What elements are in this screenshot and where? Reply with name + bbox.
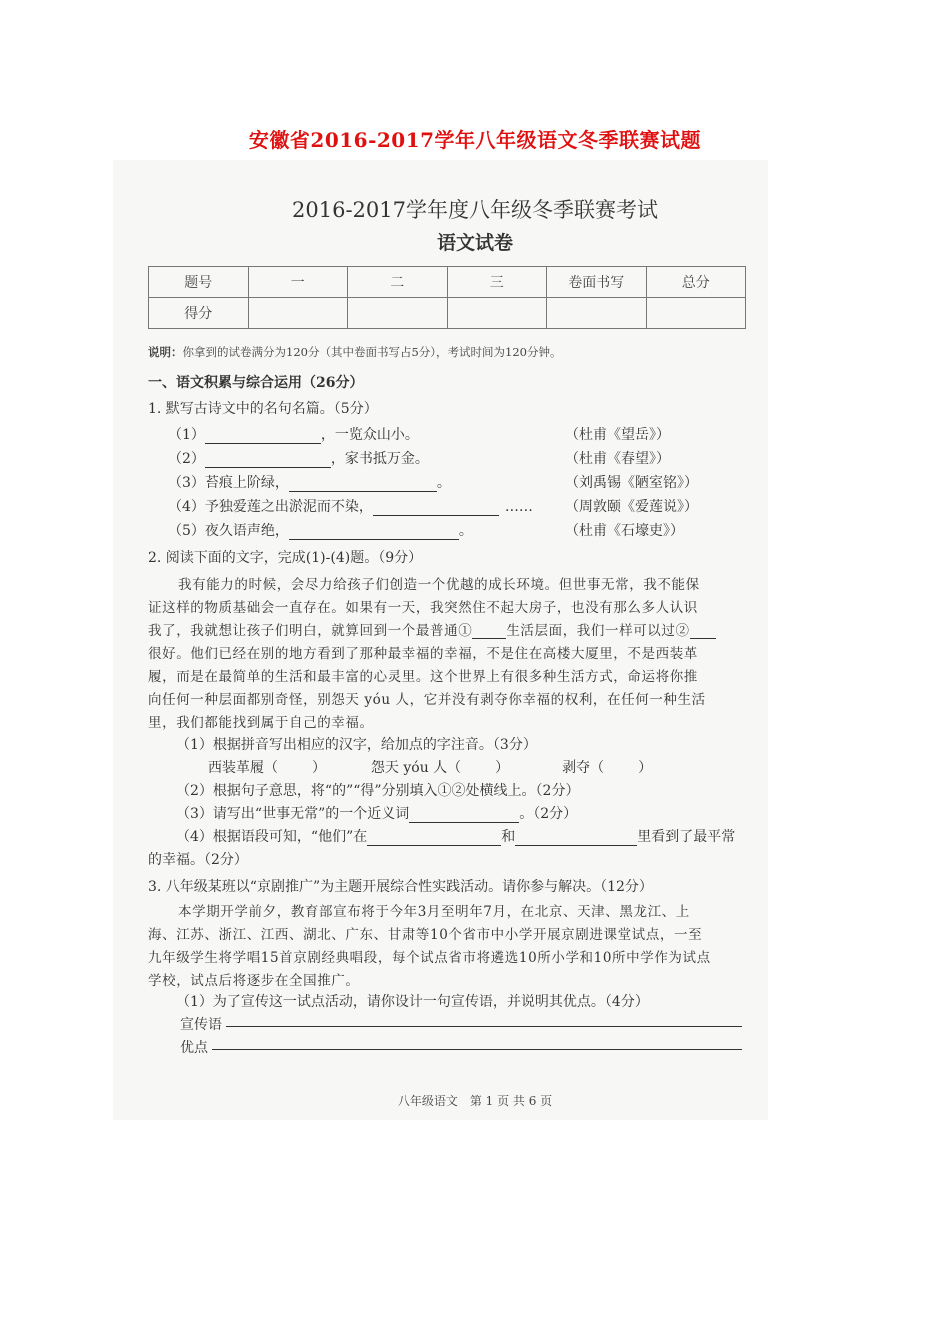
q1-source: （周敦颐《爱莲说》） (565, 499, 698, 515)
q2-stem: 2. 阅读下面的文字，完成(1)-(4)题。（9分） (148, 550, 423, 566)
merit-answer-line[interactable] (212, 1049, 742, 1050)
passage-line: 证这样的物质基础会一直存在。如果有一天，我突然住不起大房子，也没有那么多人认识 (148, 600, 698, 616)
table-cell: 卷面书写 (547, 267, 647, 298)
q1-item: （2） ，家书抵万金。 (168, 451, 429, 467)
passage-line: 本学期开学前夕，教育部宣布将于今年3月至明年7月，在北京、天津、黑龙江、上 (178, 904, 690, 920)
table-cell: 题号 (149, 267, 249, 298)
table-cell (646, 298, 746, 329)
passage-line: 很好。他们已经在别的地方看到了那种最幸福的幸福，不是住在高楼大厦里，不是西装革 (148, 646, 698, 662)
q1-item: （5）夜久语声绝， 。 (168, 523, 473, 539)
q2-sub2: （2）根据句子意思，将“的”“得”分别填入①②处横线上。（2分） (176, 783, 580, 799)
q2-sub3: （3）请写出“世事无常”的一个近义词 。（2分） (176, 806, 578, 822)
merit-label: 优点 (180, 1040, 208, 1056)
q1-item: （4）予独爱莲之出淤泥而不染， …… (168, 499, 533, 515)
q1-source: （杜甫《望岳》） (565, 427, 670, 443)
q1-item: （1） ，一览众山小。 (168, 427, 419, 443)
note-text: 你拿到的试卷满分为120分（其中卷面书写占5分），考试时间为120分钟。 (182, 345, 562, 359)
q2-sub4-end: 的幸福。（2分） (148, 852, 248, 868)
table-cell: 三 (447, 267, 547, 298)
passage-line: 履，而是在最简单的生活和最丰富的心灵里。这个世界上有很多种生活方式，命运将你推 (148, 669, 698, 685)
q2-sub1: （1）根据拼音写出相应的汉字，给加点的字注音。（3分） (176, 737, 537, 753)
passage-line: 向任何一种层面都别奇怪，别怨天 yóu 人，它并没有剥夺你幸福的权利，在任何一种生活 (148, 692, 706, 708)
q1-stem: 1. 默写古诗文中的名句名篇。（5分） (148, 401, 378, 417)
document-title: 安徽省2016-2017学年八年级语文冬季联赛试题 (248, 128, 702, 152)
table-row (149, 267, 746, 298)
passage-line: 我了，我就想让孩子们明白，就算回到一个最普通① 生活层面，我们一样可以过② (148, 619, 716, 639)
answer-blank[interactable] (205, 453, 331, 468)
answer-blank[interactable] (367, 831, 501, 846)
answer-blank[interactable] (409, 808, 519, 823)
answer-blank[interactable] (289, 477, 437, 492)
table-cell (447, 298, 547, 329)
q3-sub1: （1）为了宣传这一试点活动，请你设计一句宣传语，并说明其优点。（4分） (176, 994, 649, 1010)
table-cell: 得分 (149, 298, 249, 329)
q1-item: （3）苔痕上阶绿， 。 (168, 475, 451, 491)
q1-source: （杜甫《石壕吏》） (565, 523, 684, 539)
paper-title: 语文试卷 (436, 232, 513, 254)
q1-source: （杜甫《春望》） (565, 451, 670, 467)
q3-stem: 3. 八年级某班以“京剧推广”为主题开展综合性实践活动。请你参与解决。（12分） (148, 879, 653, 895)
answer-blank[interactable] (472, 624, 506, 639)
table-cell (248, 298, 348, 329)
table-cell: 一 (248, 267, 348, 298)
exam-title: 2016-2017学年度八年级冬季联赛考试 (292, 198, 658, 222)
q1-source: （刘禹锡《陋室铭》） (565, 475, 698, 491)
passage-line: 九年级学生将学唱15首京剧经典唱段，每个试点省市将遴选10所小学和10所中学作为试点 (148, 950, 711, 966)
passage-line: 我有能力的时候，会尽力给孩子们创造一个优越的成长环境。但世事无常，我不能保 (178, 577, 700, 593)
note-label: 说明： (148, 345, 183, 359)
table-cell: 总分 (646, 267, 746, 298)
table-cell (348, 298, 448, 329)
answer-blank[interactable] (515, 831, 637, 846)
slogan-answer-line[interactable] (226, 1026, 742, 1027)
score-table (148, 266, 746, 329)
table-row (149, 298, 746, 329)
answer-blank[interactable] (289, 525, 459, 540)
passage-line: 学校，试点后将逐步在全国推广。 (148, 973, 360, 989)
page-footer: 八年级语文 第 1 页 共 6 页 (397, 1094, 553, 1108)
table-cell: 二 (348, 267, 448, 298)
answer-blank[interactable] (690, 624, 716, 639)
q2-sub4: （4）根据语段可知，“他们”在 和 里看到了最平常 (176, 829, 736, 845)
answer-blank[interactable] (205, 429, 321, 444)
exam-note (148, 344, 561, 360)
q2-sub1-items: 西装革履（ ） 怨天 yóu 人（ ） 剥夺（ ） (208, 760, 653, 776)
slogan-label: 宣传语 (180, 1017, 222, 1033)
answer-blank[interactable] (373, 501, 499, 516)
section-1-title: 一、语文积累与综合运用（26分） (148, 375, 364, 391)
passage-line: 里，我们都能找到属于自己的幸福。 (148, 715, 374, 731)
table-cell (547, 298, 647, 329)
passage-line: 海、江苏、浙江、江西、湖北、广东、甘肃等10个省市中小学开展京剧进课堂试点，一至 (148, 927, 703, 943)
